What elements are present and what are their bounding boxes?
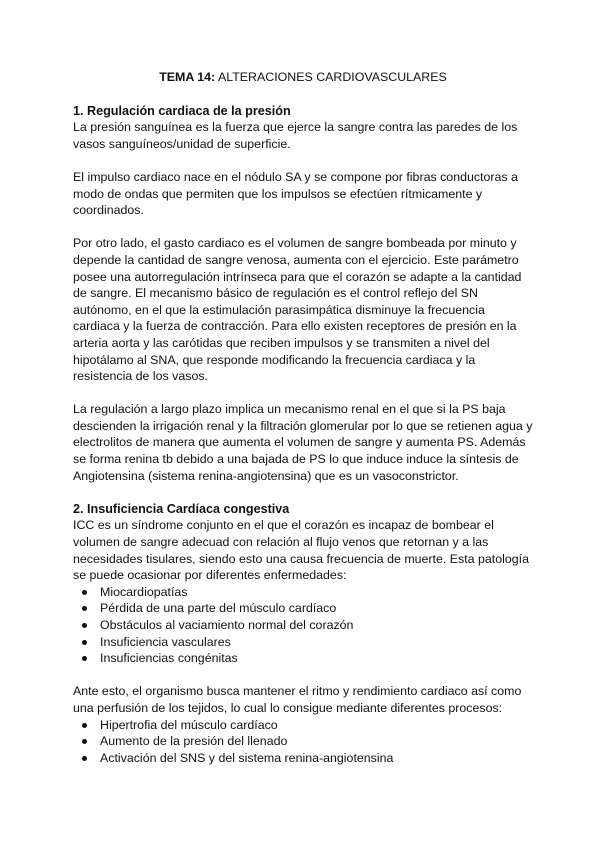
document-page <box>73 69 533 783</box>
list-item: Obstáculos al vaciamiento normal del corazón <box>73 617 533 634</box>
section-regulacion <box>73 103 533 485</box>
list-item: Pérdida de una parte del músculo cardíaco <box>73 600 533 617</box>
paragraph: ICC es un síndrome conjunto en el que el corazón es incapaz de bombear el volumen de sangre adecuad con relación al flujo venos que retornan y a las necesidades tisulares, siendo esto una causa frecuencia de muerte. Esta patología se puede ocasionar por diferentes enfermedades: <box>73 518 529 583</box>
title-text: ALTERACIONES CARDIOVASCULARES <box>215 70 447 84</box>
list-item: Hipertrofia del músculo cardíaco <box>73 717 533 734</box>
paragraph: Por otro lado, el gasto cardiaco es el volumen de sangre bombeada por minuto y depende la cantidad de sangre venosa, aumenta con el ejercicio. Este parámetro posee una autorregulación intrínseca para que el corazón se adapte a la cantidad de sangre. El mecanismo básico de regulación es el control reflejo del SN autónomo, en el que la estimulación parasimpática disminuye la frecuencia cardiaca y la fuerza de contracción. Para ello existen receptores de presión en la arteria aorta y las carótidas que reciben impulsos y se transmiten a nivel del hipotálamo al SNA, que responde modificando la frecuencia cardiaca y la resistencia de los vasos. <box>73 236 522 384</box>
list-item: Miocardiopatías <box>73 584 533 601</box>
paragraph: El impulso cardiaco nace en el nódulo SA y se compone por fibras conductoras a modo de ondas que permiten que los impulsos se efectúen rítmicamente y coordinados. <box>73 169 518 218</box>
list-item: Aumento de la presión del llenado <box>73 733 533 750</box>
paragraph: La presión sanguínea es la fuerza que ejerce la sangre contra las paredes de los vasos sanguíneos/unidad de superficie. <box>73 120 518 151</box>
list-item: Activación del SNS y del sistema renina-angiotensina <box>73 750 533 767</box>
section-heading: 2. Insuficiencia Cardíaca congestiva <box>73 501 290 516</box>
causes-list <box>73 584 533 667</box>
title-prefix: TEMA 14: <box>159 70 216 84</box>
section-insuficiencia <box>73 501 533 767</box>
compensations-list <box>73 717 533 767</box>
paragraph: Ante esto, el organismo busca mantener el ritmo y rendimiento cardiaco así como una perfusión de los tejidos, lo cual lo consigue mediante diferentes procesos: <box>73 684 522 715</box>
paragraph: La regulación a largo plazo implica un mecanismo renal en el que si la PS baja descienden la irrigación renal y la filtración glomerular por lo que se retienen agua y electrolitos de manera que aumenta el volumen de sangre y aumenta PS. Además se forma renina tb debido a una bajada de PS lo que induce induce la síntesis de Angiotensina (sistema renina-angiotensina) que es un vasoconstrictor. <box>73 402 533 483</box>
list-item: Insuficiencias congénitas <box>73 650 533 667</box>
list-item: Insuficiencia vasculares <box>73 634 533 651</box>
section-heading: 1. Regulación cardiaca de la presión <box>73 103 291 118</box>
document-title <box>73 69 533 86</box>
